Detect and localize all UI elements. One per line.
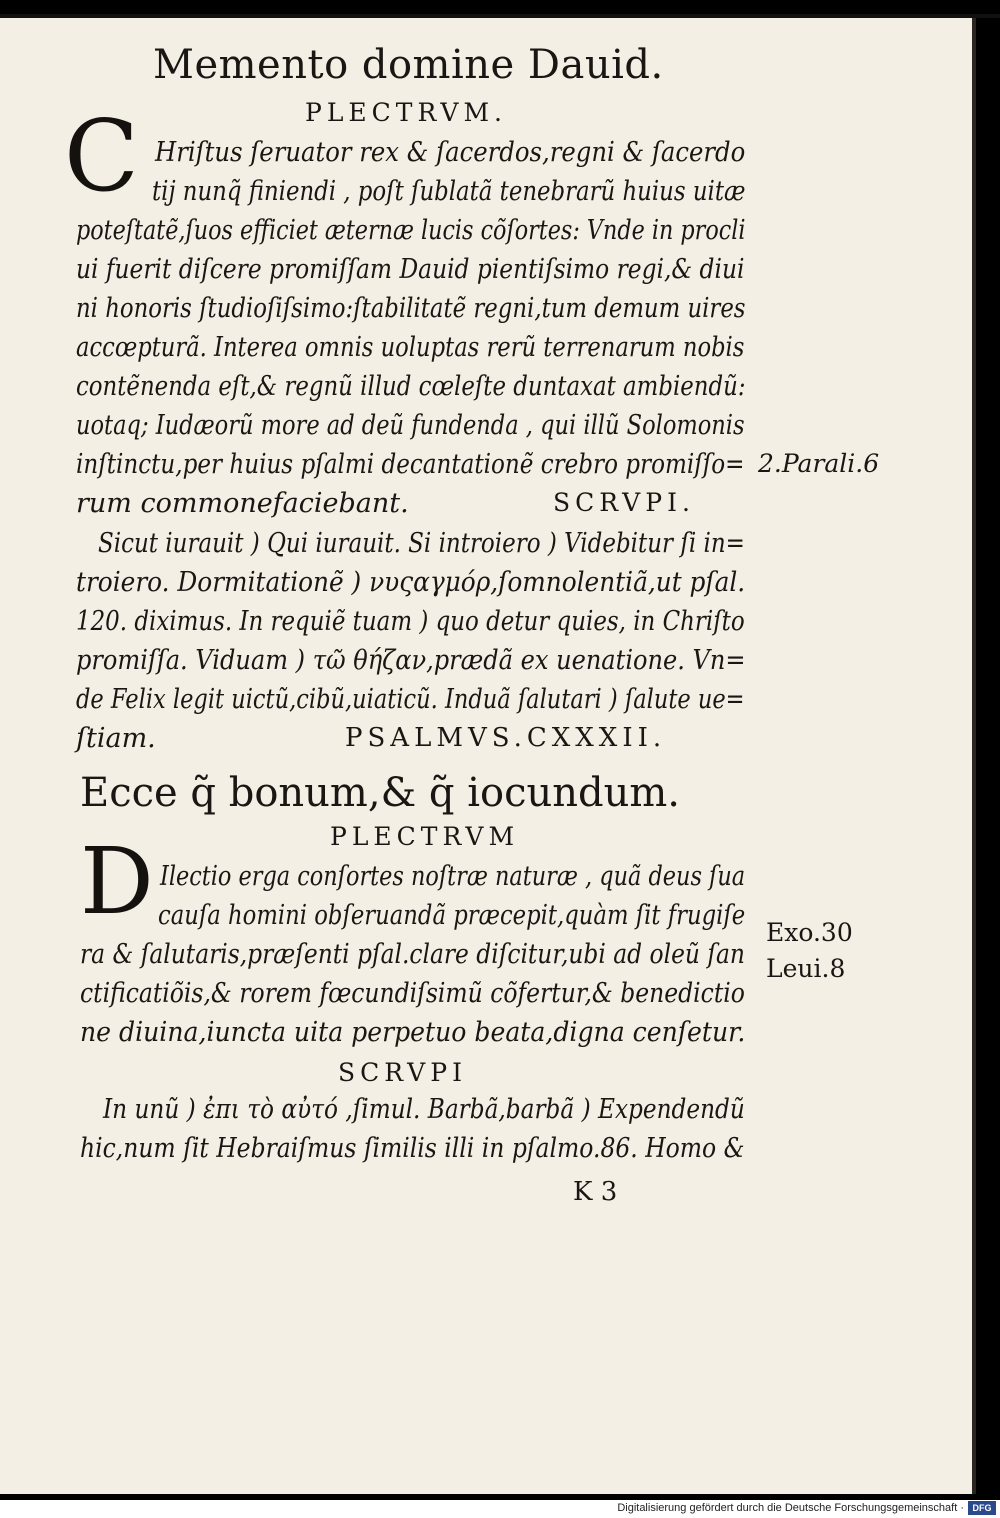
scrupi-line: ſtiam. (76, 723, 156, 754)
body-line: ctificatiõis,& rorem fœcundiſsimũ cõfertur,& benedictio (80, 978, 745, 1009)
plectrum-heading-2: PLECTRVM (330, 822, 520, 851)
scrupi-line: de Felix legit uictũ,cibũ,uiaticũ. Induã ſalutari ) ſalute ue= (76, 684, 745, 715)
scrupi-line: troiero. Dormitationẽ ) νυςαγμόρ,ſomnolentiã,ut pſal. (76, 567, 746, 598)
scrupi-line: hic,num ſit Hebraiſmus ſimilis illi in pſalmo.86. Homo & (80, 1133, 745, 1164)
body-line: inſtinctu,per huius pſalmi decantationẽ crebro promiſſo= (76, 449, 745, 480)
body-line: Hriſtus ſeruator rex & ſacerdos,regni & ſacerdo (155, 137, 746, 168)
plectrum-heading-1: PLECTRVM. (305, 98, 508, 127)
scrupi-heading-1: SCRVPI. (553, 488, 695, 517)
body-line: ra & ſalutaris,præſenti pſal.clare diſcitur,ubi ad oleũ ſan (80, 939, 745, 970)
psalm-number: PSALMVS.CXXXII. (345, 723, 667, 753)
body-line: ni honoris ſtudioſiſsimo:ſtabilitatẽ regni,tum demum uires (76, 293, 746, 324)
body-line: rum commonefaciebant. (76, 488, 409, 519)
body-line: tij nunq̃ finiendi , poſt ſublatã tenebrarũ huius uitæ (152, 176, 746, 207)
scrupi-line: In unũ ) ἐπι τὸ αὐτό ,ſimul. Barbã,barbã ) Expendendũ (103, 1094, 745, 1125)
scrupi-line: promiſſa. Viduam ) τῶ θήζαν,prædã ex uenatione. Vn= (76, 645, 746, 676)
body-line: contẽnenda eſt,& regnũ illud cœleſte duntaxat ambiendũ: (76, 371, 746, 402)
psalm-incipit-title: Ecce q̃ bonum,& q̃ iocundum. (80, 770, 681, 816)
dropcap-c: C (64, 100, 139, 214)
footer-credit: Digitalisierung gefördert durch die Deutsche Forschungsgemeinschaft · (617, 1502, 964, 1514)
marginal-note: Leui.8 (766, 954, 846, 983)
scrupi-line: 120. diximus. In requiẽ tuam ) quo detur quies, in Chriſto (76, 606, 745, 637)
scrupi-heading-2: SCRVPI (338, 1058, 467, 1087)
dfg-logo: DFG (968, 1501, 996, 1515)
running-title: Memento domine Dauid. (153, 42, 664, 88)
body-line: ne diuina,iuncta uita perpetuo beata,digna cenſetur. (80, 1017, 746, 1048)
body-line: accœpturã. Interea omnis uoluptas rerũ terrenarum nobis (76, 332, 745, 363)
signature-mark: K 3 (573, 1177, 618, 1207)
body-line: ui fuerit diſcere promiſſam Dauid pientiſsimo regi,& diui (76, 254, 745, 285)
body-line: cauſa homini obſeruandã præcepit,quàm ſit frugiſe (158, 900, 746, 931)
body-line: Ilectio erga conſortes noſtræ naturæ , quã deus ſua (160, 861, 746, 892)
dropcap-d: D (80, 828, 154, 935)
marginal-note: Exo.30 (766, 918, 853, 947)
body-line: poteſtatẽ,ſuos efficiet æternæ lucis cõſortes: Vnde in procli (76, 215, 746, 246)
marginal-note: 2.Parali.6 (758, 449, 880, 478)
scrupi-line: Sicut iurauit ) Qui iurauit. Si introiero ) Videbitur ſi in= (98, 528, 745, 559)
body-line: uotaq; Iudæorũ more ad deũ fundenda , qui illũ Solomonis (76, 410, 745, 441)
